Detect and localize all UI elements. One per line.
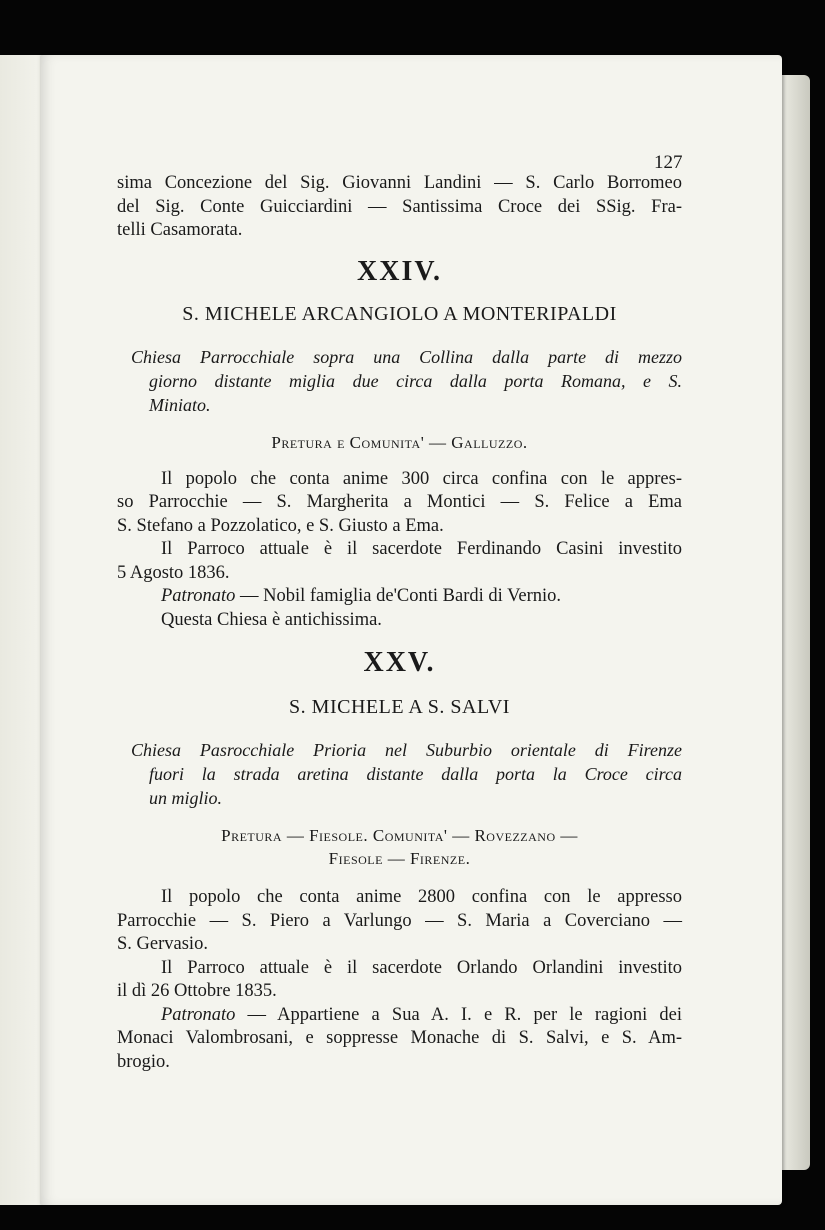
church-description: [117, 345, 682, 417]
parish-paragraph: [117, 886, 682, 1074]
description-line: fuori la strada aretina distante dalla porta la Croce circa: [149, 764, 682, 784]
jurisdiction-line: Fiesole — Firenze.: [328, 849, 471, 868]
text-line: telli Casamorata.: [117, 220, 243, 240]
text-line: brogio.: [117, 1051, 170, 1072]
description-line: Chiesa Pasrocchiale Prioria nel Suburbio orientale di Firenze: [131, 740, 682, 760]
patronato-line: [117, 1004, 682, 1028]
patronato-label: Patronato: [161, 586, 236, 606]
text-line: Il Parroco attuale è il sacerdote Ferdinando Casini investito: [161, 539, 682, 559]
text-line: so Parrocchie — S. Margherita a Montici — S. Felice a Ema: [117, 492, 682, 512]
patronato-label: Patronato: [161, 1004, 236, 1025]
jurisdiction-line: Pretura — Fiesole. Comunita' — Rovezzano —: [221, 826, 578, 845]
description-line: giorno distante miglia due circa dalla porta Romana, e S.: [149, 370, 682, 391]
church-title: S. MICHELE ARCANGIOLO A MONTERIPALDI: [182, 302, 617, 325]
text-line: Questa Chiesa è antichissima.: [161, 609, 382, 630]
text-line: Il popolo che conta anime 300 circa confina con le appres-: [161, 468, 682, 489]
patronato-text: — Appartiene a Sua A. I. e R. per le ragioni dei: [235, 1004, 682, 1025]
jurisdiction: Pretura e Comunita' — Galluzzo.: [271, 432, 528, 452]
parish-paragraph: [117, 468, 682, 633]
page-number: 127: [654, 152, 683, 173]
text-line: del Sig. Conte Guicciardini — Santissima Croce dei SSig. Fra-: [117, 196, 682, 217]
description-line: un miglio.: [149, 788, 223, 808]
description-line: Chiesa Parrocchiale sopra una Collina dalla parte di mezzo: [131, 346, 682, 367]
text-line: S. Stefano a Pozzolatico, e S. Giusto a Ema.: [117, 515, 444, 536]
text-line: Il Parroco attuale è il sacerdote Orlando Orlandini investito: [161, 957, 682, 978]
text-line: Parrocchie — S. Piero a Varlungo — S. Maria a Coverciano —: [117, 910, 682, 931]
text-line: Monaci Valombrosani, e soppresse Monache di S. Salvi, e S. Am-: [117, 1028, 682, 1048]
text-line: Il popolo che conta anime 2800 confina con le appresso: [161, 887, 682, 907]
jurisdiction: [117, 824, 682, 870]
section-numeral: XXV.: [363, 647, 436, 678]
text-line: 5 Agosto 1836.: [117, 562, 230, 583]
page-text: [117, 150, 682, 1074]
patronato-line: [117, 585, 682, 609]
patronato-text: — Nobil famiglia de'Conti Bardi di Vernio.: [235, 586, 562, 606]
opening-paragraph: [117, 172, 682, 243]
description-line: Miniato.: [149, 394, 211, 415]
text-line: S. Gervasio.: [117, 934, 208, 954]
text-line: sima Concezione del Sig. Giovanni Landini — S. Carlo Borromeo: [117, 173, 682, 193]
text-line: il dì 26 Ottobre 1835.: [117, 981, 277, 1001]
church-title: S. MICHELE A S. SALVI: [289, 696, 510, 718]
book-page: [40, 55, 782, 1205]
section-numeral: XXIV.: [357, 255, 442, 287]
church-description: [117, 738, 682, 810]
